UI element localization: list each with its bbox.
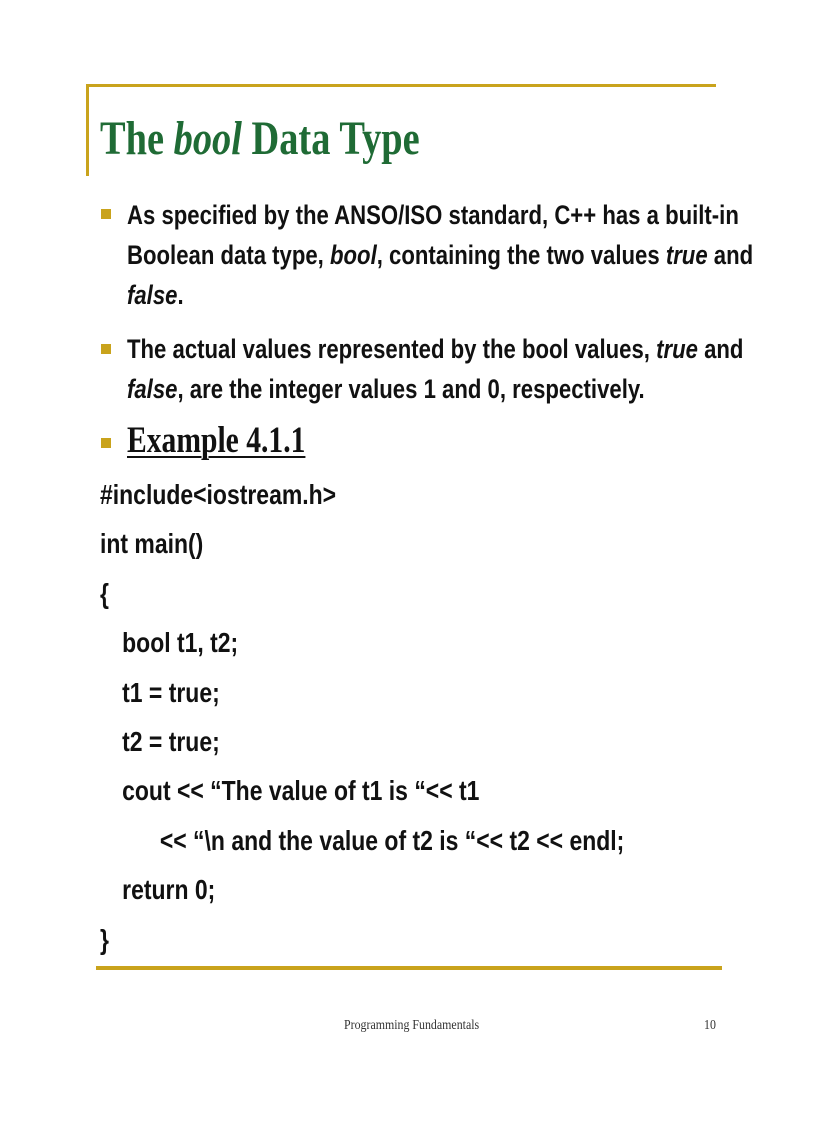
bullet-marker-2 — [101, 344, 111, 354]
page-number: 10 — [704, 1018, 716, 1033]
text-segment-italic: true — [656, 334, 698, 364]
bullet-text-2 — [127, 329, 743, 409]
title-prefix: The — [100, 112, 174, 165]
code-line: t2 = true; — [122, 725, 220, 757]
code-line: bool t1, t2; — [122, 627, 239, 659]
title-suffix: Data Type — [241, 112, 420, 165]
text-segment-italic: bool — [330, 240, 377, 270]
text-segment: The actual values represented by the bool values, — [127, 334, 657, 364]
code-line: << “\n and the value of t2 is “<< t2 << endl; — [159, 824, 625, 856]
text-segment-italic: false — [127, 280, 178, 310]
code-line: cout << “The value of t1 is “<< t1 — [122, 775, 480, 807]
title-italic: bool — [173, 112, 242, 165]
example-heading: Example 4.1.1 — [127, 420, 306, 461]
bullet-1-line-2 — [127, 235, 753, 275]
text-segment: , are the integer values 1 and 0, respectively. — [177, 374, 645, 404]
code-line: } — [100, 923, 109, 955]
code-line: return 0; — [122, 874, 216, 906]
code-line: #include<iostream.h> — [100, 479, 337, 510]
footer-rule — [96, 966, 722, 970]
code-line: t1 = true; — [122, 676, 220, 708]
text-segment-italic: true — [665, 240, 708, 270]
bullet-2-line-1 — [127, 329, 743, 369]
footer-title: Programming Fundamentals — [344, 1018, 480, 1033]
bullet-1-line-3 — [127, 275, 753, 315]
text-segment: Boolean data type, — [127, 240, 331, 270]
bullet-marker-1 — [101, 209, 111, 219]
slide-title — [100, 112, 420, 166]
text-segment: and — [697, 334, 744, 364]
title-left-rule — [86, 84, 89, 176]
text-segment: and — [707, 240, 754, 270]
code-line: int main() — [100, 528, 204, 560]
bullet-text-1 — [127, 195, 753, 315]
text-segment: As specified by the ANSO/ISO standard, C++ has a built-in — [127, 200, 739, 230]
bullet-1-line-1 — [127, 195, 753, 235]
bullet-2-line-2 — [127, 369, 743, 409]
text-segment: , containing the two values — [376, 240, 666, 270]
title-top-rule — [86, 84, 716, 87]
code-line: { — [100, 577, 109, 609]
bullet-marker-3 — [101, 438, 111, 448]
code-block — [100, 470, 739, 964]
text-segment-italic: false — [127, 374, 178, 404]
text-segment: . — [177, 280, 184, 310]
